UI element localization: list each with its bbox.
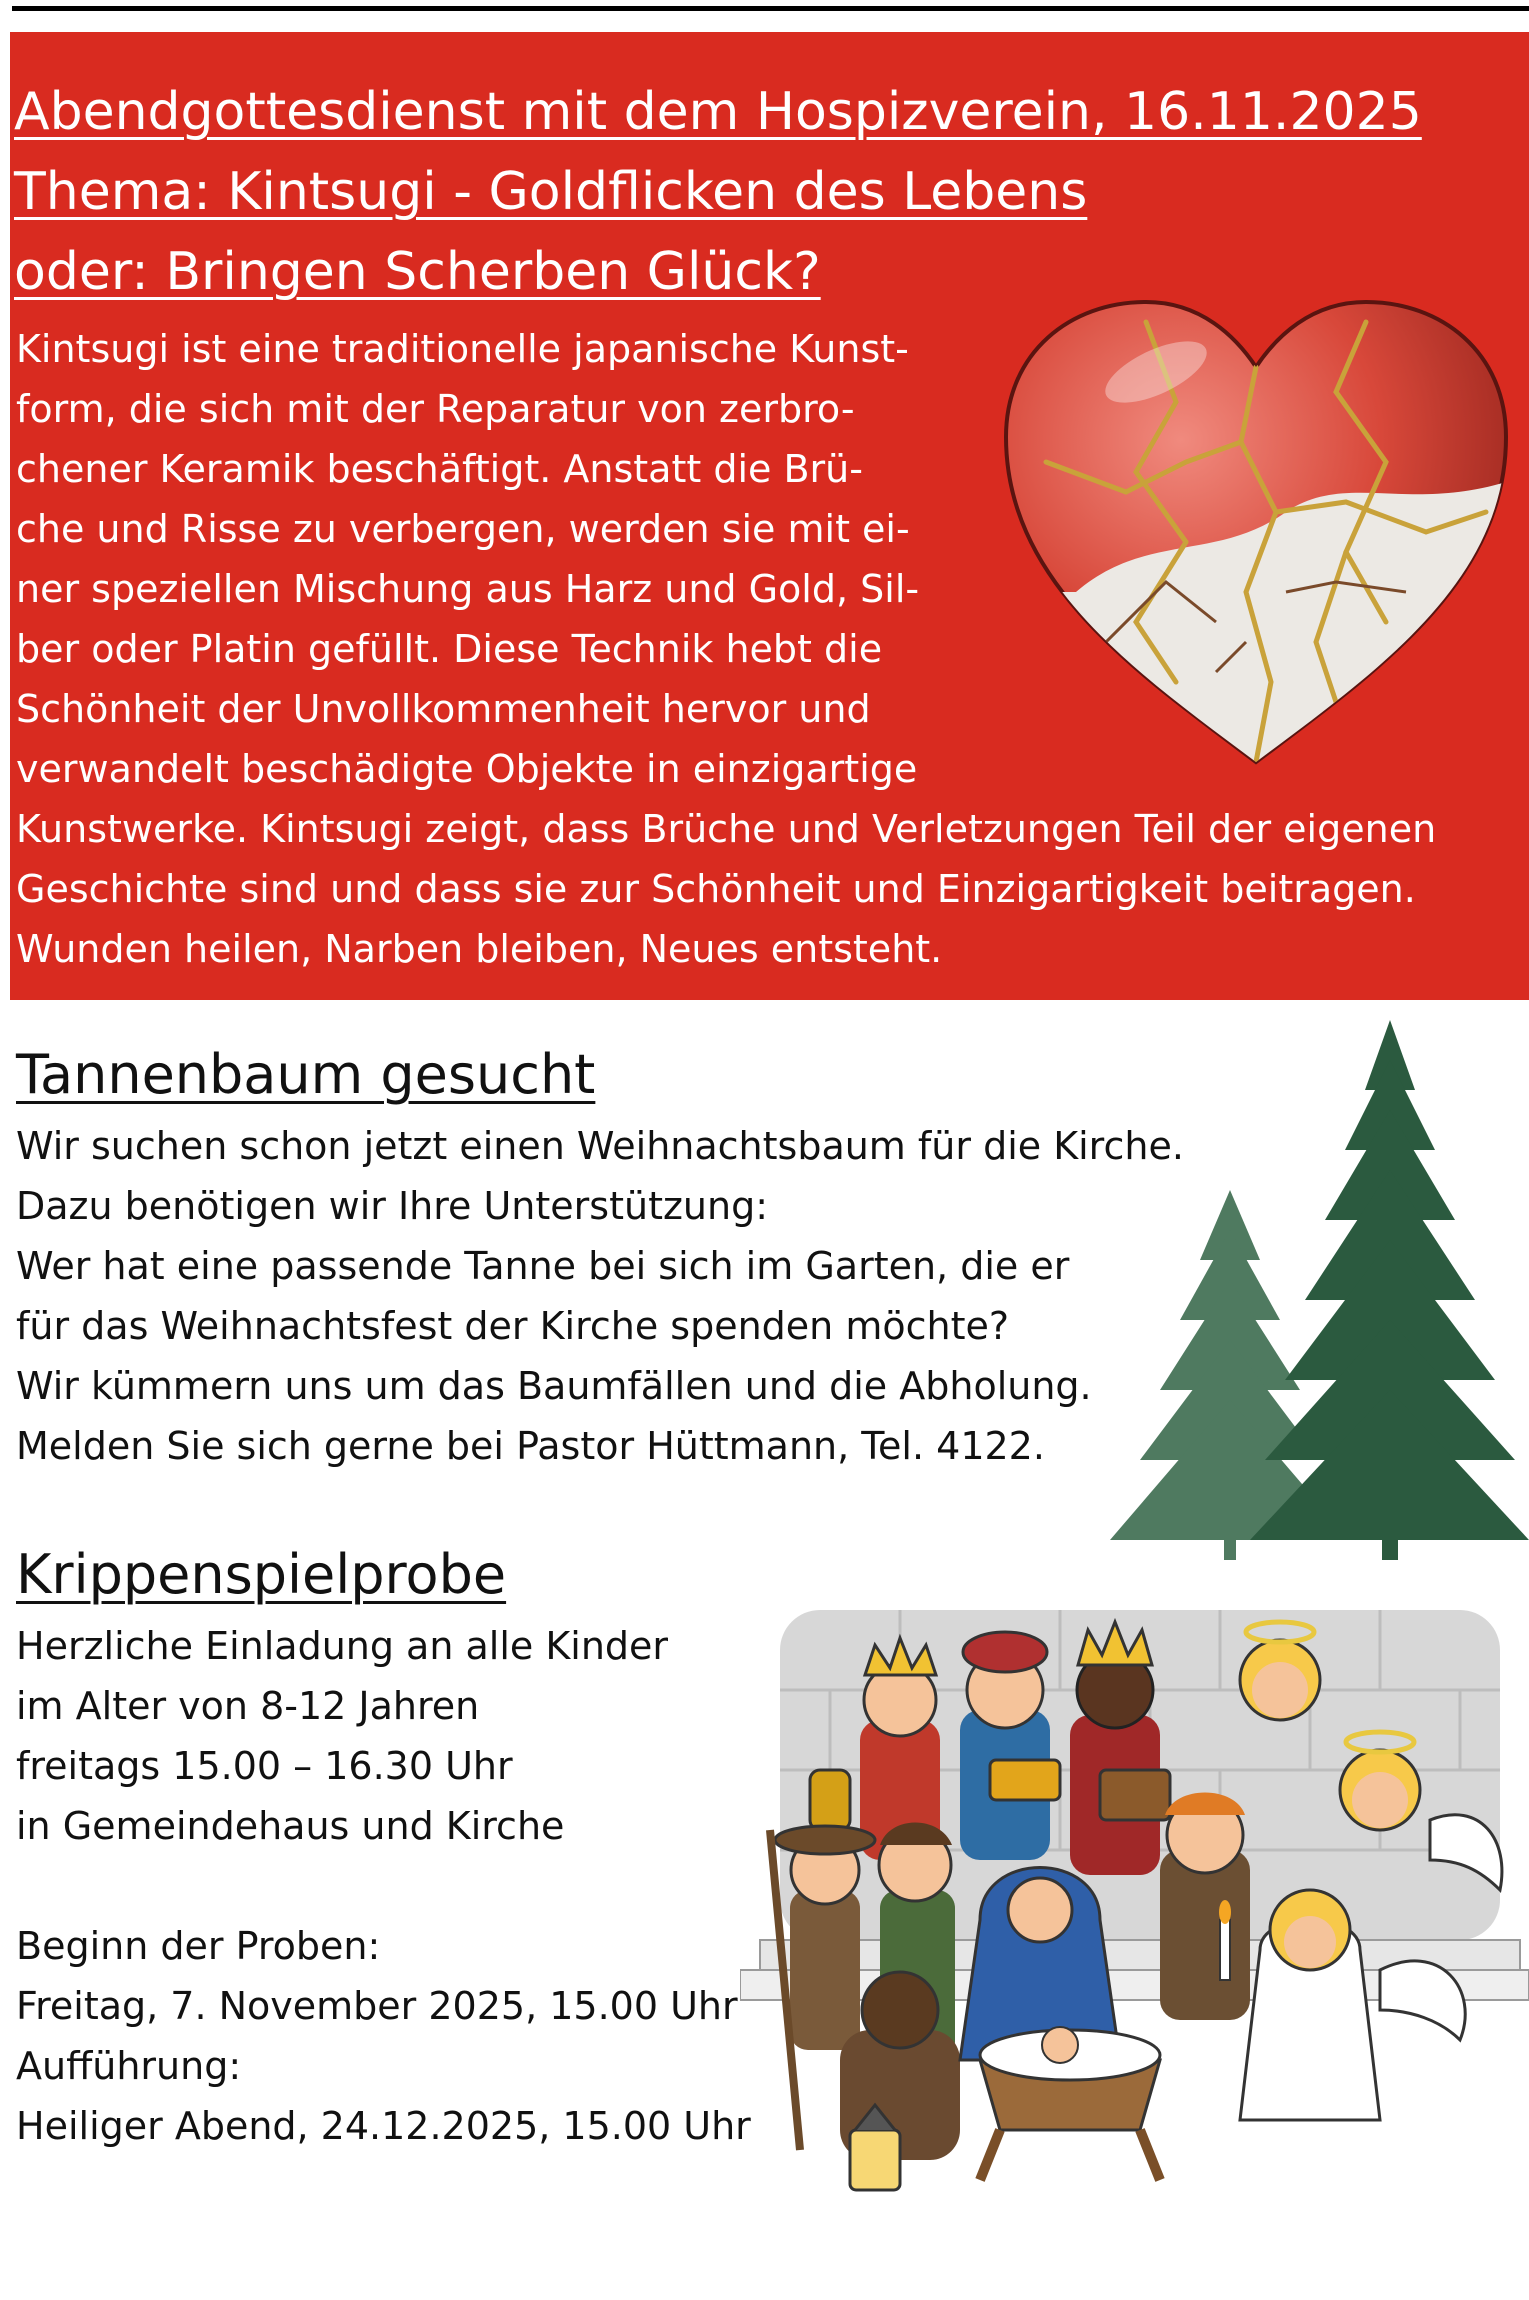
- tannenbaum-line: für das Weihnachtsfest der Kirche spenden möchte?: [16, 1304, 1010, 1348]
- hospiz-body-line: che und Risse zu verbergen, werden sie mit ei-: [16, 507, 910, 551]
- krippenspiel-line: im Alter von 8-12 Jahren: [16, 1684, 480, 1728]
- hospiz-body-line: Kintsugi ist eine traditionelle japanische Kunst-: [16, 327, 909, 371]
- hospiz-body-line: form, die sich mit der Reparatur von zerbro-: [16, 387, 855, 431]
- hospiz-body-line: ner speziellen Mischung aus Harz und Gold, Sil-: [16, 567, 920, 611]
- hospiz-heading-line-3: oder: Bringen Scherben Glück?: [14, 242, 821, 302]
- hospiz-heading-line-2: Thema: Kintsugi - Goldflicken des Lebens: [14, 162, 1088, 222]
- krippenspiel-line: Freitag, 7. November 2025, 15.00 Uhr: [16, 1984, 738, 2028]
- krippenspiel-line: Heiliger Abend, 24.12.2025, 15.00 Uhr: [16, 2104, 751, 2148]
- tannenbaum-line: Melden Sie sich gerne bei Pastor Hüttmann, Tel. 4122.: [16, 1424, 1045, 1468]
- krippenspiel-line: Aufführung:: [16, 2044, 242, 2088]
- hospiz-body-line: Schönheit der Unvollkommenheit hervor und: [16, 687, 871, 731]
- hospiz-body-line: verwandelt beschädigte Objekte in einzigartige: [16, 747, 918, 791]
- hospiz-body-line: Geschichte sind und dass sie zur Schönheit und Einzigartigkeit beitragen.: [16, 867, 1416, 911]
- krippenspiel-title: Krippenspielprobe: [16, 1543, 507, 1606]
- hospiz-body-line: ber oder Platin gefüllt. Diese Technik hebt die: [16, 627, 883, 671]
- tannenbaum-line: Dazu benötigen wir Ihre Unterstützung:: [16, 1184, 769, 1228]
- tannenbaum-line: Wer hat eine passende Tanne bei sich im Garten, die er: [16, 1244, 1070, 1288]
- fir-trees-icon: [1100, 1020, 1529, 1560]
- nativity-play-illustration-icon: [740, 1590, 1529, 2210]
- top-rule: [12, 6, 1529, 11]
- krippenspiel-line: Herzliche Einladung an alle Kinder: [16, 1624, 669, 1668]
- tannenbaum-line: Wir suchen schon jetzt einen Weihnachtsbaum für die Kirche.: [16, 1124, 1184, 1168]
- krippenspiel-line: freitags 15.00 – 16.30 Uhr: [16, 1744, 513, 1788]
- krippenspiel-line: Beginn der Proben:: [16, 1924, 381, 1968]
- tannenbaum-title: Tannenbaum gesucht: [16, 1043, 596, 1106]
- krippenspiel-line: in Gemeindehaus und Kirche: [16, 1804, 565, 1848]
- hospiz-section: [10, 32, 1529, 1000]
- hospiz-body-line: chener Keramik beschäftigt. Anstatt die Brü-: [16, 447, 863, 491]
- kintsugi-heart-icon: [986, 262, 1526, 802]
- hospiz-body-line: Wunden heilen, Narben bleiben, Neues entsteht.: [16, 927, 943, 971]
- hospiz-heading-line-1: Abendgottesdienst mit dem Hospizverein, 16.11.2025: [14, 82, 1422, 142]
- hospiz-body-line: Kunstwerke. Kintsugi zeigt, dass Brüche und Verletzungen Teil der eigenen: [16, 807, 1437, 851]
- tannenbaum-line: Wir kümmern uns um das Baumfällen und die Abholung.: [16, 1364, 1092, 1408]
